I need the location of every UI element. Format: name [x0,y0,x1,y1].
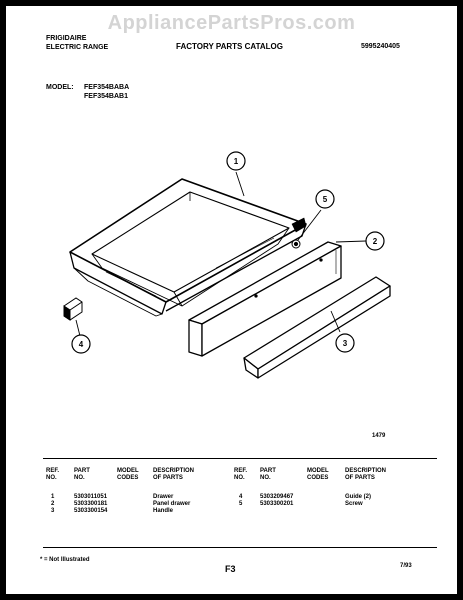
ref-no-header: REF. NO. [234,468,248,481]
product-type: ELECTRIC RANGE [46,44,109,51]
footnote: * = Not Illustrated [40,557,90,563]
part-number: 5303209467 [260,494,294,500]
ref-no-header: REF. NO. [46,468,60,481]
svg-text:1: 1 [233,157,239,166]
diagram-number: 1479 [372,433,386,439]
svg-text:5: 5 [322,195,328,204]
screw-part [292,240,300,248]
part-description: Guide (2) [345,494,372,500]
part-number: 5303300181 [74,501,108,507]
part-description: Screw [345,501,363,507]
callout-1 [227,152,245,170]
page-number: F3 [225,564,236,574]
part-description: Drawer [153,494,174,500]
callout-3 [336,334,354,352]
model-number: FEF354BAB1 [84,93,128,100]
table-top-rule [43,458,437,459]
model-codes [117,508,153,515]
description-header: DESCRIPTION OF PARTS [345,468,387,481]
table-row [46,494,223,501]
table-bottom-rule [43,547,437,548]
svg-text:3: 3 [342,339,348,348]
ref-no: 4 [239,494,243,500]
part-number: 5303011051 [74,494,108,500]
catalog-number: 5995240405 [361,43,400,50]
callout-4 [72,335,90,353]
revision-date: 7/93 [400,563,412,569]
part-no-header: PART NO. [74,468,90,481]
table-row [234,501,415,508]
parts-catalog-page [6,6,457,594]
ref-no: 3 [51,508,55,514]
model-label: MODEL: [46,84,74,91]
table-row [46,501,223,508]
model-codes [307,501,345,508]
ref-no: 5 [239,501,243,507]
ref-no: 2 [51,501,55,507]
part-number: 5303300154 [74,508,108,514]
model-number: FEF354BABA [84,84,130,91]
exploded-parts-diagram [6,6,457,446]
parts-table-left [46,468,223,515]
catalog-title: FACTORY PARTS CATALOG [176,42,283,51]
callout-5 [316,190,334,208]
watermark: AppliancePartsPros.com [107,12,356,34]
description-header: DESCRIPTION OF PARTS [153,468,195,481]
part-number: 5303300201 [260,501,294,507]
guide-part [64,298,82,320]
part-description: Handle [153,508,174,514]
table-header-row [234,468,415,494]
table-row [234,494,415,501]
svg-text:2: 2 [372,237,378,246]
parts-table-right [234,468,415,508]
model-codes [307,494,345,501]
part-no-header: PART NO. [260,468,276,481]
model-codes-header: MODEL CODES [307,468,329,481]
ref-no: 1 [51,494,55,500]
part-description: Panel drawer [153,501,191,507]
svg-text:4: 4 [78,340,84,349]
table-row [46,508,223,515]
brand-name: FRIGIDAIRE [46,35,87,42]
model-codes [117,494,153,501]
model-codes-header: MODEL CODES [117,468,139,481]
callout-2 [366,232,384,250]
table-header-row [46,468,223,494]
model-codes [117,501,153,508]
